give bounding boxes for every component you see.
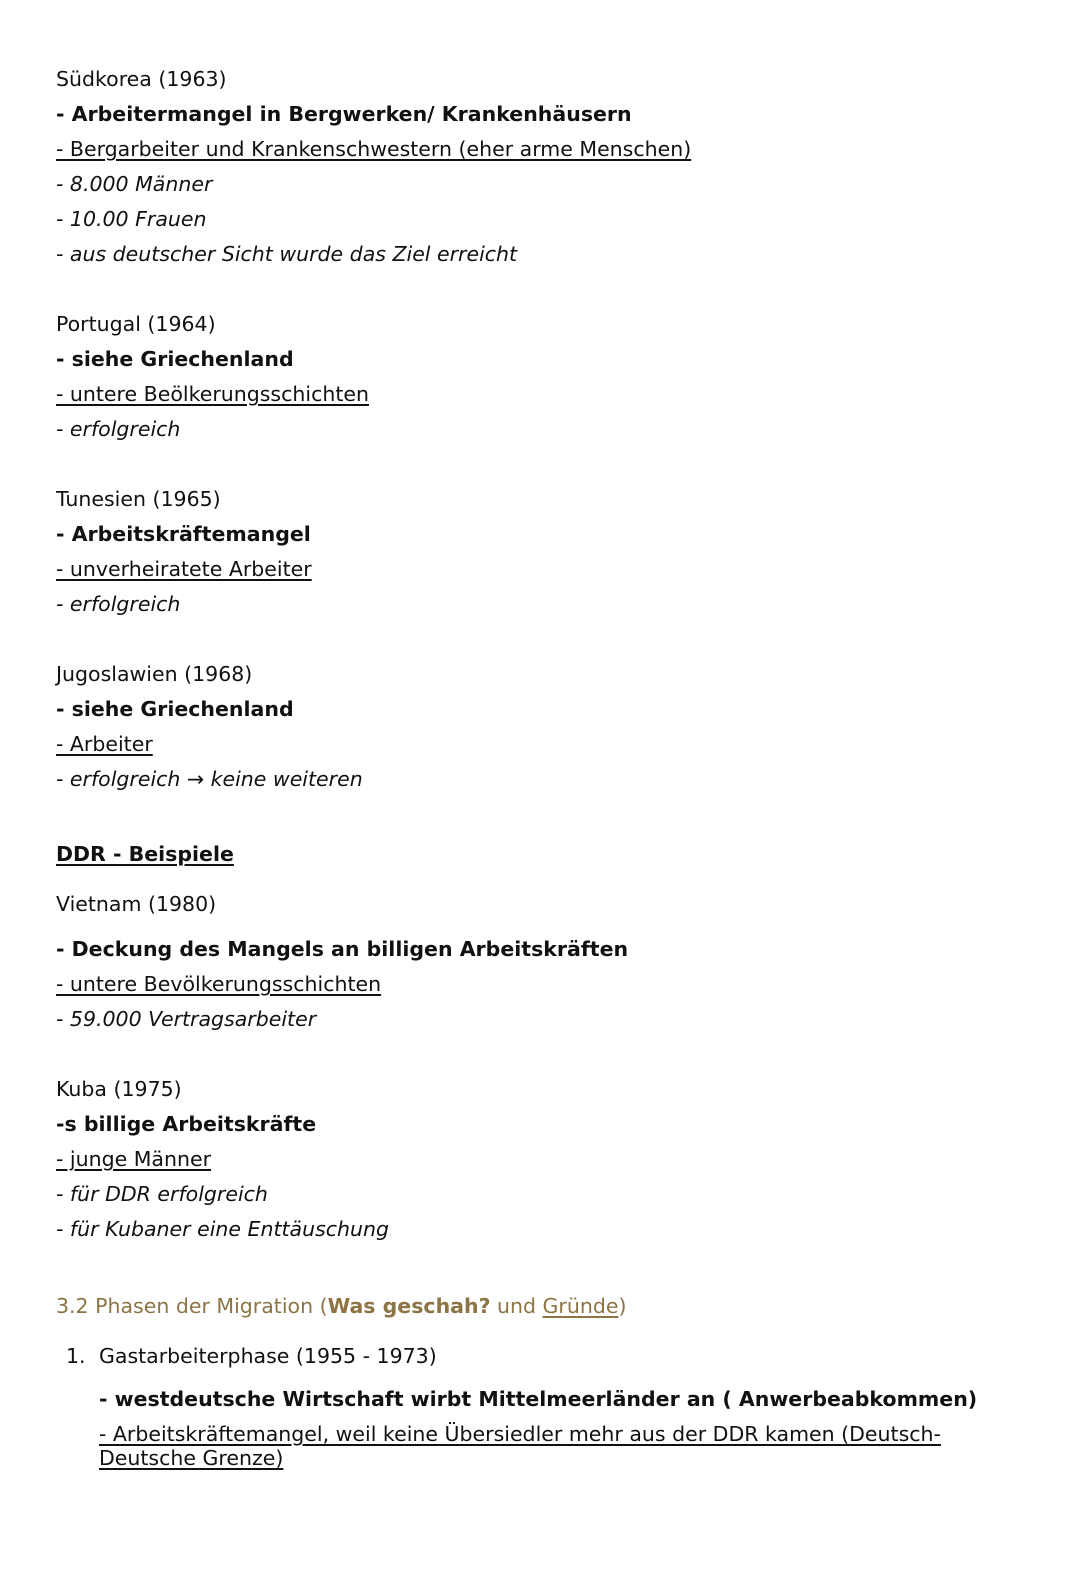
country-title-kuba: Kuba (1975) <box>56 1077 182 1101</box>
list-item <box>56 1339 1036 1374</box>
who-suedkorea: - Bergarbeiter und Krankenschwestern (eher arme Menschen) <box>56 137 692 161</box>
reason-jugoslawien: - siehe Griechenland <box>56 697 294 721</box>
ddr-examples-heading: DDR - Beispiele <box>56 842 234 866</box>
detail-suedkorea-result: - aus deutscher Sicht wurde das Ziel erreicht <box>56 242 518 266</box>
result-jugoslawien: - erfolgreich → keine weiteren <box>56 767 363 791</box>
who-tunesien: - unverheiratete Arbeiter <box>56 557 312 581</box>
reason-suedkorea: - Arbeitermangel in Bergwerken/ Krankenhäusern <box>56 102 632 126</box>
phase-reason: - Arbeitskräftemangel, weil keine Übersiedler mehr aus der DDR kamen (Deutsch-Deutsche Grenze) <box>99 1422 941 1470</box>
result-kuba-ddr: - für DDR erfolgreich <box>56 1182 268 1206</box>
who-kuba: - junge Männer <box>56 1147 212 1171</box>
detail-suedkorea-women: - 10.00 Frauen <box>56 207 207 231</box>
result-kuba-cuba: - für Kubaner eine Enttäuschung <box>56 1217 390 1241</box>
country-title-suedkorea: Südkorea (1963) <box>56 67 227 91</box>
section-heading-prefix: 3.2 Phasen der Migration ( <box>56 1294 328 1318</box>
country-title-jugoslawien: Jugoslawien (1968) <box>56 662 253 686</box>
reason-tunesien: - Arbeitskräftemangel <box>56 522 311 546</box>
who-jugoslawien: - Arbeiter <box>56 732 153 756</box>
section-heading-reasons: Gründe <box>542 1294 619 1318</box>
list-item-number: 1. <box>66 1344 86 1368</box>
phase-what-happened: - westdeutsche Wirtschaft wirbt Mittelmeerländer an ( Anwerbeabkommen) <box>99 1387 978 1411</box>
reason-portugal: - siehe Griechenland <box>56 347 294 371</box>
section-heading-migration-phases <box>56 1289 1036 1324</box>
section-heading-suffix: ) <box>618 1294 627 1318</box>
who-vietnam: - untere Bevölkerungsschichten <box>56 972 382 996</box>
country-title-vietnam: Vietnam (1980) <box>56 892 217 916</box>
reason-kuba: -s billige Arbeitskräfte <box>56 1112 317 1136</box>
result-tunesien: - erfolgreich <box>56 592 181 616</box>
detail-suedkorea-men: - 8.000 Männer <box>56 172 213 196</box>
document-page <box>56 62 1036 1470</box>
section-heading-what-happened: Was geschah? <box>327 1294 491 1318</box>
phase-list <box>56 1339 1036 1470</box>
who-portugal: - untere Beölkerungsschichten <box>56 382 369 406</box>
result-vietnam: - 59.000 Vertragsarbeiter <box>56 1007 317 1031</box>
result-portugal: - erfolgreich <box>56 417 181 441</box>
country-title-portugal: Portugal (1964) <box>56 312 216 336</box>
section-heading-middle: und <box>490 1294 543 1318</box>
country-title-tunesien: Tunesien (1965) <box>56 487 221 511</box>
reason-vietnam: - Deckung des Mangels an billigen Arbeitskräften <box>56 937 629 961</box>
phase-title: Gastarbeiterphase (1955 - 1973) <box>99 1344 437 1368</box>
